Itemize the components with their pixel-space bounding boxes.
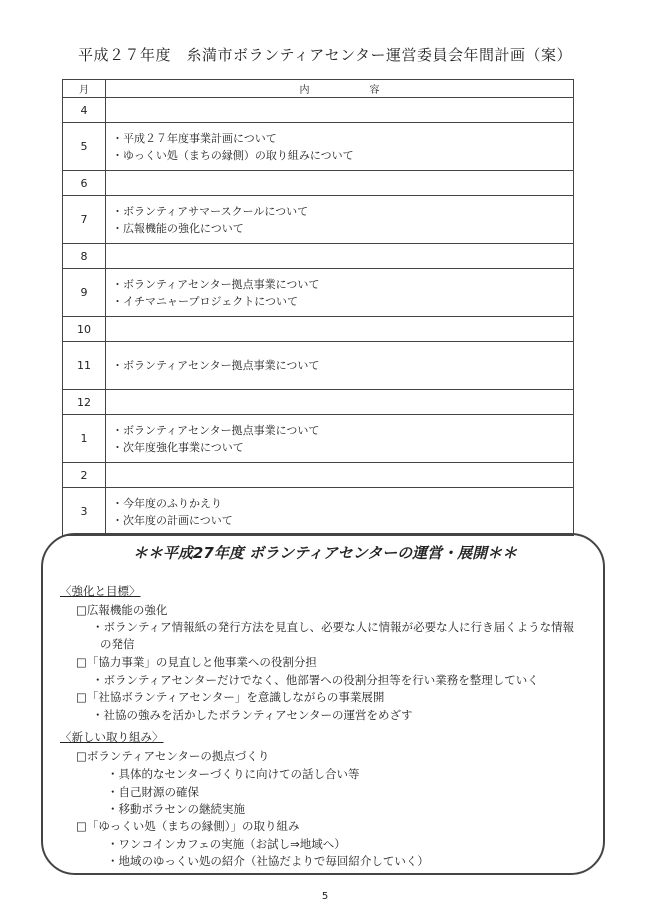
month-cell: 8 bbox=[63, 244, 106, 269]
content-cell bbox=[106, 317, 574, 342]
content-cell bbox=[106, 342, 574, 390]
agenda-item: ・広報機能の強化について bbox=[112, 221, 244, 235]
content-cell bbox=[106, 98, 574, 123]
page-title: 平成２７年度 糸満市ボランティアセンター運営委員会年間計画（案） bbox=[77, 46, 573, 64]
checkbox-item: □「協力事業」の見直しと他事業への役割分担 bbox=[76, 655, 317, 669]
section-heading: 〈強化と目標〉 bbox=[60, 584, 141, 598]
table-row bbox=[63, 123, 574, 171]
checkbox-item: □広報機能の強化 bbox=[76, 603, 168, 617]
table-row bbox=[63, 317, 574, 342]
content-cell bbox=[106, 463, 574, 488]
checkbox-item: □「ゆっくい処（まちの縁側）」の取り組み bbox=[76, 819, 300, 833]
bullet-item: ・ワンコインカフェの実施（お試し⇒地域へ） bbox=[107, 837, 346, 851]
plan-table-body bbox=[63, 98, 574, 536]
table-row bbox=[63, 342, 574, 390]
month-cell: 12 bbox=[63, 390, 106, 415]
agenda-item: ・次年度強化事業について bbox=[112, 440, 244, 454]
table-row bbox=[63, 196, 574, 244]
content-cell bbox=[106, 488, 574, 536]
bullet-item: ・社協の強みを活かしたボランティアセンターの運営をめざす bbox=[92, 708, 413, 722]
month-cell: 9 bbox=[63, 269, 106, 317]
bullet-item: ・自己財源の確保 bbox=[107, 785, 199, 799]
bullet-item: ・ボランティアセンターだけでなく、他部署への役割分担等を行い業務を整理していく bbox=[92, 673, 539, 687]
content-column-header: 内容 bbox=[106, 80, 574, 98]
month-cell: 4 bbox=[63, 98, 106, 123]
content-cell bbox=[106, 415, 574, 463]
table-header-row bbox=[63, 80, 574, 98]
page-number: 5 bbox=[321, 891, 329, 902]
agenda-item: ・次年度の計画について bbox=[112, 513, 233, 527]
table-row bbox=[63, 488, 574, 536]
table-row bbox=[63, 244, 574, 269]
agenda-item: ・ボランティアセンター拠点事業について bbox=[112, 359, 320, 372]
month-cell: 5 bbox=[63, 123, 106, 171]
month-cell: 6 bbox=[63, 171, 106, 196]
checkbox-item: □「社協ボランティアセンター」を意識しながらの事業展開 bbox=[76, 690, 385, 704]
agenda-item: ・平成２７年度事業計画について bbox=[112, 131, 277, 145]
annual-plan-table bbox=[62, 79, 574, 536]
agenda-item: ・イチマニャープロジェクトについて bbox=[112, 294, 299, 308]
table-row bbox=[63, 390, 574, 415]
agenda-item: ・ボランティアセンター拠点事業について bbox=[112, 423, 320, 437]
operations-box-title: ＊＊平成27年度 ボランティアセンターの運営・展開＊＊ bbox=[132, 544, 518, 562]
agenda-item: ・ボランティアサマースクールについて bbox=[112, 204, 309, 218]
month-cell: 1 bbox=[63, 415, 106, 463]
table-row bbox=[63, 463, 574, 488]
agenda-item: ・ゆっくい処（まちの縁側）の取り組みについて bbox=[112, 148, 354, 162]
month-cell: 7 bbox=[63, 196, 106, 244]
bullet-item: の発信 bbox=[100, 637, 135, 651]
month-cell: 11 bbox=[63, 342, 106, 390]
content-cell bbox=[106, 390, 574, 415]
month-cell: 2 bbox=[63, 463, 106, 488]
bullet-item: ・ボランティア情報紙の発行方法を見直し、必要な人に情報が必要な人に行き届くような情報 bbox=[92, 620, 575, 634]
content-cell bbox=[106, 123, 574, 171]
bullet-item: ・具体的なセンターづくりに向けての話し合い等 bbox=[107, 767, 360, 781]
content-cell bbox=[106, 244, 574, 269]
month-cell: 10 bbox=[63, 317, 106, 342]
agenda-item: ・ボランティアセンター拠点事業について bbox=[112, 277, 320, 291]
content-cell bbox=[106, 269, 574, 317]
agenda-item: ・今年度のふりかえり bbox=[112, 496, 222, 510]
section-heading: 〈新しい取り組み〉 bbox=[60, 730, 164, 744]
bullet-item: ・移動ボラセンの継続実施 bbox=[107, 802, 245, 816]
bullet-item: ・地域のゆっくい処の紹介（社協だよりで毎回紹介していく） bbox=[107, 854, 429, 868]
content-cell bbox=[106, 196, 574, 244]
table-row bbox=[63, 98, 574, 123]
table-row bbox=[63, 171, 574, 196]
month-cell: 3 bbox=[63, 488, 106, 536]
content-cell bbox=[106, 171, 574, 196]
table-row bbox=[63, 269, 574, 317]
table-row bbox=[63, 415, 574, 463]
month-column-header: 月 bbox=[63, 80, 106, 98]
checkbox-item: □ボランティアセンターの拠点づくり bbox=[76, 749, 270, 763]
